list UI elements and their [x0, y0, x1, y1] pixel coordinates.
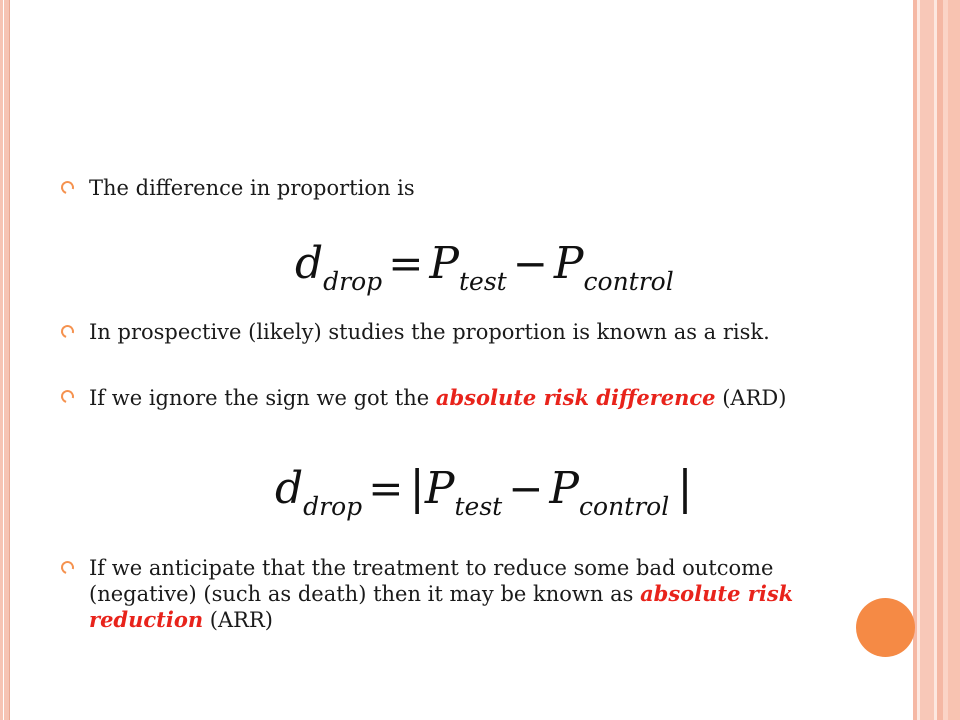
bullet-text-pre: If we anticipate that the treatment to reduce some bad outcome (negative) (such as death) then it may be known as	[89, 556, 774, 606]
formula-d: d	[275, 463, 304, 514]
bullet-text-post: (ARD)	[715, 386, 787, 410]
formula-test-subscript: test	[454, 492, 503, 521]
bullet-item-prospective	[60, 320, 840, 345]
bullet-text	[89, 556, 840, 633]
formula-minus: −	[512, 239, 548, 288]
left-border-strip	[0, 0, 10, 720]
formula-control-subscript: control	[583, 267, 674, 296]
bullet-item-ard	[60, 385, 840, 411]
formula-minus: −	[508, 464, 544, 513]
formula-p-control: P	[549, 463, 580, 514]
formula-test-subscript: test	[459, 267, 507, 296]
bullet-text	[89, 385, 840, 411]
bullet-icon	[59, 323, 77, 341]
right-decorative-stripes	[913, 0, 960, 720]
formula-p-test: P	[424, 463, 455, 514]
formula-equals: =	[388, 239, 424, 288]
formula-abs-bar-right: |	[677, 460, 693, 514]
emphasis-absolute-risk-difference: absolute risk difference	[435, 385, 716, 410]
emphasis-absolute-risk-reduction: absolute risk reduction	[89, 581, 794, 632]
formula-p-test: P	[429, 238, 459, 289]
formula-control-subscript: control	[579, 492, 670, 521]
formula-ard	[275, 460, 693, 521]
formula-abs-bar-left: |	[409, 460, 425, 514]
bullet-icon	[59, 559, 77, 577]
formula-equals: =	[368, 464, 404, 513]
bullet-item-difference	[60, 176, 840, 201]
formula-p-control: P	[553, 238, 584, 289]
bullet-text: The difference in proportion is	[89, 176, 415, 200]
bullet-text-pre: If we ignore the sign we got the	[89, 386, 436, 410]
stripe	[948, 0, 960, 720]
bullet-icon	[59, 388, 77, 406]
bullet-icon	[59, 179, 77, 197]
bullet-text-post: (ARR)	[203, 608, 273, 632]
formula-d-subscript: drop	[323, 267, 383, 296]
decorative-circle	[856, 598, 915, 657]
formula-d: d	[295, 238, 324, 289]
bullet-text: In prospective (likely) studies the proportion is known as a risk.	[89, 320, 770, 344]
bullet-item-arr	[60, 556, 840, 633]
formula-d-subscript: drop	[303, 492, 363, 521]
stripe	[920, 0, 934, 720]
formula-difference	[295, 238, 674, 296]
